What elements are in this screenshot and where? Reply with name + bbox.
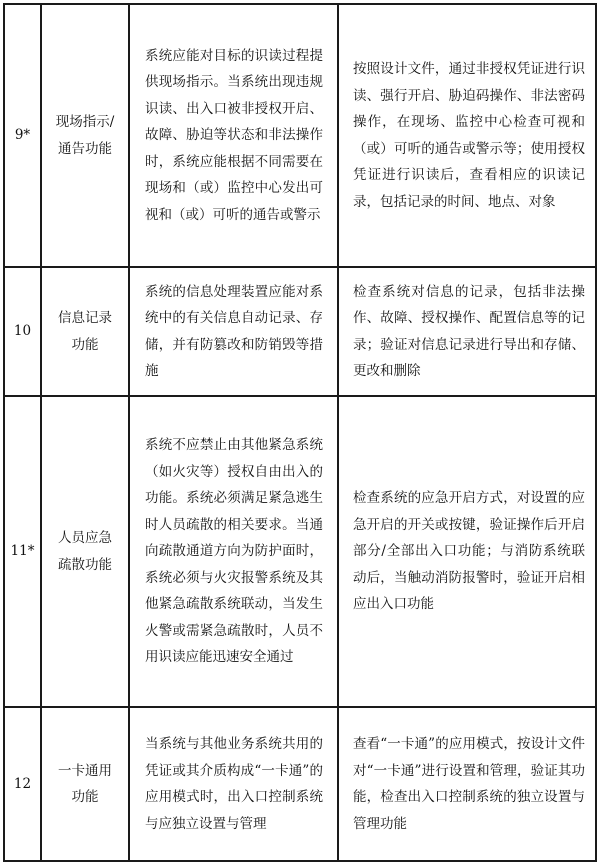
item-name-text: 现场指示/ 通告功能 xyxy=(55,114,115,157)
row-number: 11* xyxy=(4,396,41,707)
table-row xyxy=(4,707,596,861)
item-name-text: 人员应急 疏散功能 xyxy=(58,530,112,573)
requirement-text: 系统的信息处理装置应能对系统中的有关信息自动记录、存储，并有防篡改和防销毁等措施 xyxy=(129,267,338,396)
check-method-text: 检查系统的应急开启方式，对设置的应急开启的开关或按键，验证操作后开启部分/全部出入口功能；与消防系统联动后，当触动消防报警时，验证开启相应出入口功能 xyxy=(338,396,596,707)
row-number: 9* xyxy=(4,4,41,267)
row-number: 12 xyxy=(4,707,41,861)
requirement-text: 当系统与其他业务系统共用的凭证或其介质构成“一卡通”的应用模式时，出入口控制系统与应独立设置与管理 xyxy=(129,707,338,861)
item-name xyxy=(41,707,129,861)
inspection-table xyxy=(3,3,597,862)
item-name-text: 一卡通用 功能 xyxy=(58,762,112,805)
table-row xyxy=(4,4,596,267)
requirement-text: 系统不应禁止由其他紧急系统（如火灾等）授权自由出入的功能。系统必须满足紧急逃生时人员疏散的相关要求。当通向疏散通道方向为防护面时，系统必须与火灾报警系统及其他紧急疏散系统联动，当发生火警或需紧急疏散时，人员不用识读应能迅速安全通过 xyxy=(129,396,338,707)
item-name xyxy=(41,396,129,707)
check-method-text: 按照设计文件，通过非授权凭证进行识读、强行开启、胁迫码操作、非法密码操作，在现场、监控中心检查可视和（或）可听的通告或警示等；使用授权凭证进行识读后，查看相应的识读记录，包括记录的时间、地点、对象 xyxy=(338,4,596,267)
table-row xyxy=(4,267,596,396)
requirement-text: 系统应能对目标的识读过程提供现场指示。当系统出现违规识读、出入口被非授权开启、故障、胁迫等状态和非法操作时，系统应能根据不同需要在现场和（或）监控中心发出可视和（或）可听的通告或警示 xyxy=(129,4,338,267)
table-row xyxy=(4,396,596,707)
check-method-text: 查看“一卡通”的应用模式，按设计文件对“一卡通”进行设置和管理，验证其功能，检查出入口控制系统的独立设置与管理功能 xyxy=(338,707,596,861)
item-name xyxy=(41,267,129,396)
item-name-text: 信息记录 功能 xyxy=(58,310,112,353)
item-name xyxy=(41,4,129,267)
check-method-text: 检查系统对信息的记录，包括非法操作、故障、授权操作、配置信息等的记录；验证对信息记录进行导出和存储、更改和删除 xyxy=(338,267,596,396)
row-number: 10 xyxy=(4,267,41,396)
